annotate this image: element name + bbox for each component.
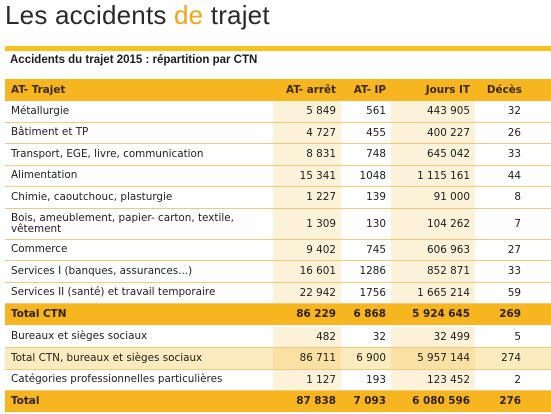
cell-deces: 269 (475, 304, 527, 326)
cell-deces: 26 (475, 122, 527, 144)
cell-jours-it: 6 080 596 (391, 391, 475, 413)
cell-jours-it: 852 871 (391, 261, 475, 283)
header-at-ip: AT- IP (341, 79, 391, 101)
cell-at-arret: 22 942 (273, 282, 341, 304)
cell-jours-it: 606 963 (391, 239, 475, 261)
cell-pad (527, 187, 551, 209)
cell-at-ip: 1286 (341, 261, 391, 283)
table-row (5, 208, 551, 239)
cell-jours-it: 5 957 144 (391, 348, 475, 370)
cell-jours-it: 1 115 161 (391, 165, 475, 187)
header-jours-it: Jours IT (391, 79, 475, 101)
cell-deces: 32 (475, 101, 527, 122)
row-label: Total (5, 391, 273, 413)
cell-at-arret: 16 601 (273, 261, 341, 283)
cell-at-arret: 87 838 (273, 391, 341, 413)
row-label: Total CTN, bureaux et sièges sociaux (5, 348, 273, 370)
cell-jours-it: 400 227 (391, 122, 475, 144)
table-row (5, 369, 551, 391)
cell-pad (527, 326, 551, 348)
cell-jours-it: 91 000 (391, 187, 475, 209)
table-row (5, 261, 551, 283)
cell-jours-it: 1 665 214 (391, 282, 475, 304)
row-label: Alimentation (5, 165, 273, 187)
cell-jours-it: 104 262 (391, 208, 475, 239)
title-rule (5, 46, 551, 51)
cell-deces: 2 (475, 369, 527, 391)
table-title: Accidents du trajet 2015 : répartition par CTN (10, 54, 258, 66)
table-row (5, 326, 551, 348)
cell-deces: 27 (475, 239, 527, 261)
table-row (5, 122, 551, 144)
cell-at-ip: 1048 (341, 165, 391, 187)
cell-pad (527, 391, 551, 413)
cell-pad (527, 369, 551, 391)
cell-deces: 8 (475, 187, 527, 209)
cell-at-ip: 745 (341, 239, 391, 261)
cell-jours-it: 5 924 645 (391, 304, 475, 326)
cell-deces: 33 (475, 261, 527, 283)
cell-pad (527, 208, 551, 239)
cell-at-ip: 6 868 (341, 304, 391, 326)
row-label: Métallurgie (5, 101, 273, 122)
cell-jours-it: 645 042 (391, 144, 475, 166)
total-row (5, 304, 551, 326)
row-label: Bureaux et sièges sociaux (5, 326, 273, 348)
cell-at-ip: 748 (341, 144, 391, 166)
title-part-2: de (174, 0, 204, 30)
title-part-1: Les accidents (5, 0, 175, 30)
cell-at-arret: 86 711 (273, 348, 341, 370)
cell-pad (527, 101, 551, 122)
cell-pad (527, 282, 551, 304)
cell-at-arret: 4 727 (273, 122, 341, 144)
cell-at-ip: 561 (341, 101, 391, 122)
cell-at-arret: 86 229 (273, 304, 341, 326)
cell-pad (527, 261, 551, 283)
cell-pad (527, 348, 551, 370)
cell-deces: 7 (475, 208, 527, 239)
subtotal-row (5, 348, 551, 370)
table-row (5, 187, 551, 209)
cell-jours-it: 443 905 (391, 101, 475, 122)
cell-jours-it: 123 452 (391, 369, 475, 391)
cell-deces: 44 (475, 165, 527, 187)
header-pad (527, 79, 551, 101)
cell-deces: 59 (475, 282, 527, 304)
cell-at-arret: 5 849 (273, 101, 341, 122)
cell-at-ip: 1756 (341, 282, 391, 304)
table-row (5, 239, 551, 261)
cell-deces: 274 (475, 348, 527, 370)
row-label: Bâtiment et TP (5, 122, 273, 144)
page-title (5, 0, 270, 30)
table-row (5, 101, 551, 122)
cell-at-arret: 1 127 (273, 369, 341, 391)
row-label: Total CTN (5, 304, 273, 326)
row-label: Chimie, caoutchouc, plasturgie (5, 187, 273, 209)
cell-at-ip: 130 (341, 208, 391, 239)
cell-at-arret: 15 341 (273, 165, 341, 187)
cell-at-ip: 139 (341, 187, 391, 209)
cell-at-ip: 455 (341, 122, 391, 144)
cell-at-arret: 1 227 (273, 187, 341, 209)
cell-at-ip: 6 900 (341, 348, 391, 370)
row-label: Catégories professionnelles particulières (5, 369, 273, 391)
cell-at-arret: 1 309 (273, 208, 341, 239)
cell-at-arret: 8 831 (273, 144, 341, 166)
cell-at-ip: 32 (341, 326, 391, 348)
header-at-arret: AT- arrêt (273, 79, 341, 101)
cell-deces: 276 (475, 391, 527, 413)
row-label: Bois, ameublement, papier- carton, textile, vêtement (5, 208, 273, 239)
cell-deces: 5 (475, 326, 527, 348)
cell-jours-it: 32 499 (391, 326, 475, 348)
cell-pad (527, 239, 551, 261)
row-label: Services I (banques, assurances...) (5, 261, 273, 283)
cell-at-arret: 9 402 (273, 239, 341, 261)
row-label: Transport, EGE, livre, communication (5, 144, 273, 166)
table-row (5, 144, 551, 166)
table-header-row (5, 79, 551, 101)
header-at-trajet: AT- Trajet (5, 79, 273, 101)
cell-pad (527, 304, 551, 326)
table-row (5, 282, 551, 304)
header-deces: Décès (475, 79, 527, 101)
title-part-3: trajet (203, 0, 270, 30)
cell-pad (527, 144, 551, 166)
row-label: Commerce (5, 239, 273, 261)
cell-pad (527, 165, 551, 187)
cell-at-ip: 7 093 (341, 391, 391, 413)
row-label: Services II (santé) et travail temporaire (5, 282, 273, 304)
cell-at-arret: 482 (273, 326, 341, 348)
table-row (5, 165, 551, 187)
ctn-table (5, 79, 551, 414)
grand-total-row (5, 391, 551, 413)
cell-deces: 33 (475, 144, 527, 166)
cell-pad (527, 122, 551, 144)
cell-at-ip: 193 (341, 369, 391, 391)
